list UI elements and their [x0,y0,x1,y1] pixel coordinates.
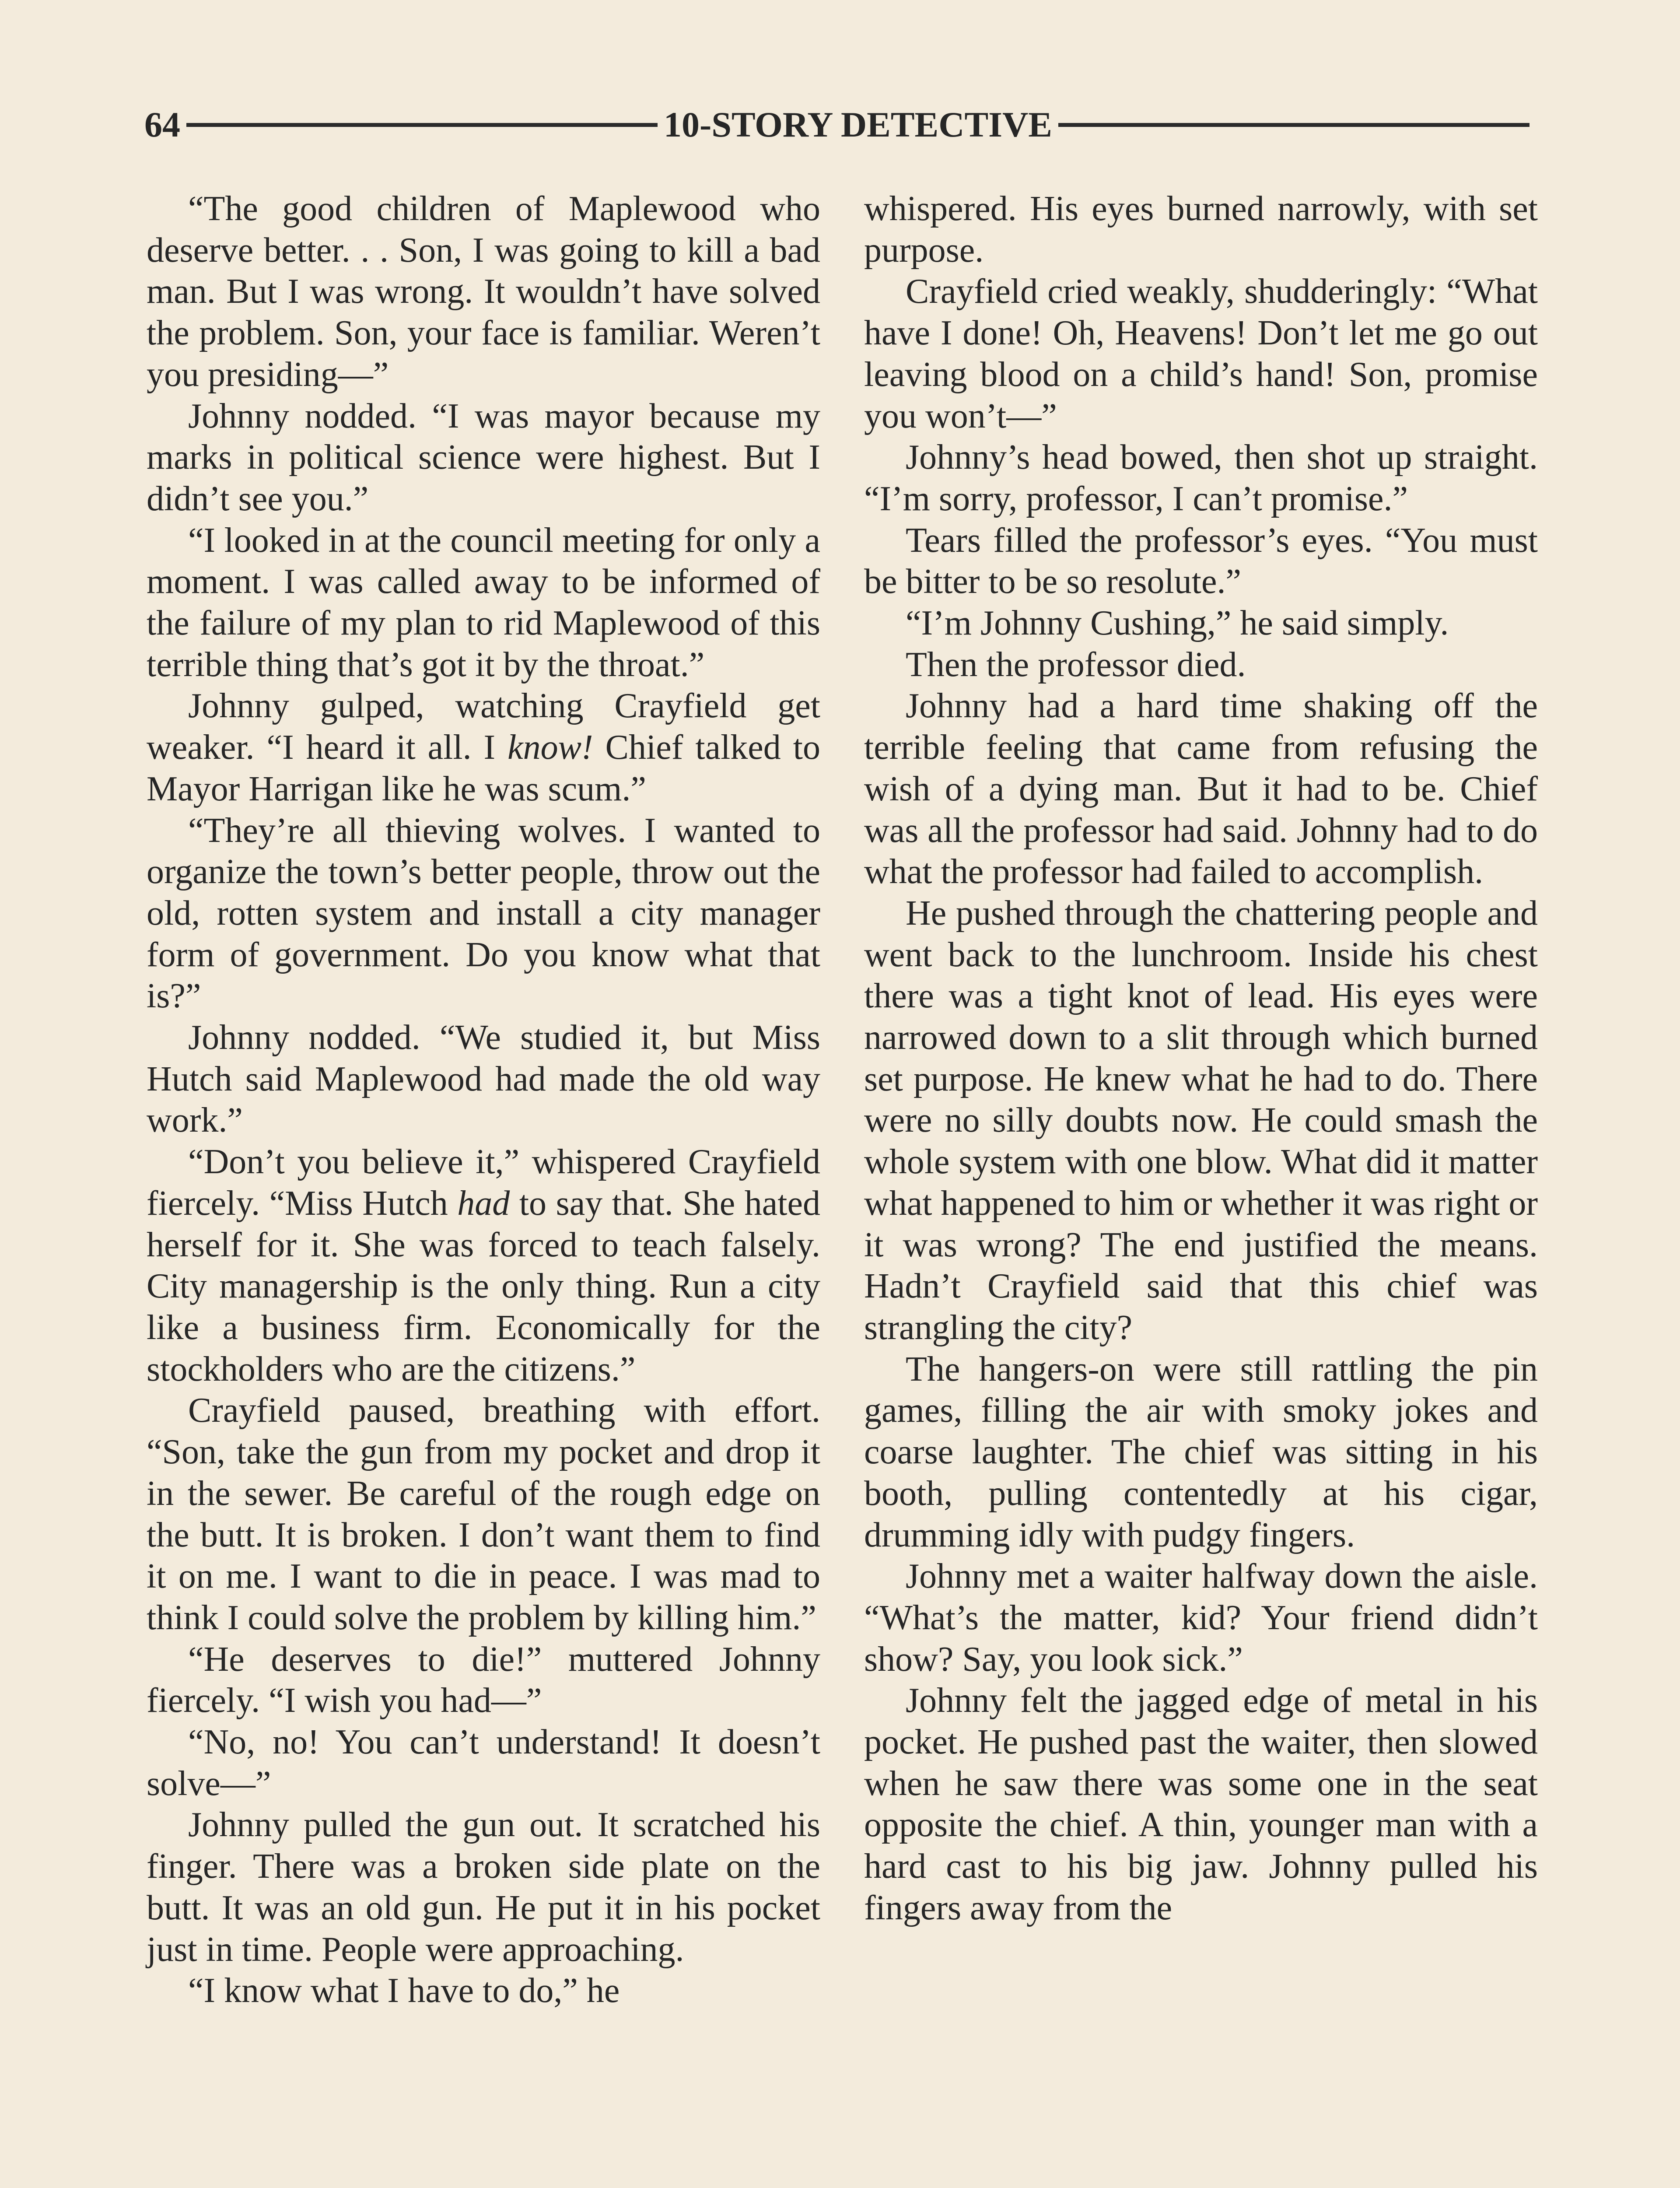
right-column [864,188,1538,1929]
paragraph: Johnny met a waiter halfway down the aisle. “What’s the matter, kid? Your friend didn’t show? Say, you look sick.” [864,1557,1538,1679]
text-run: to say that. She hated herself for it. She was forced to teach falsely. City managership is the only thing. Run a city like a business firm. Economically for the stockholders who are the citizens.” [147,1184,821,1389]
italic-run: know! [508,728,593,767]
header-rule-left [186,123,658,127]
paragraph: “The good children of Maplewood who deserve better. . . Son, I was going to kill a bad man. But I was wrong. It wouldn’t have solved the problem. Son, your face is familiar. Weren’t you presiding—” [147,189,820,394]
paragraph [147,1141,820,1390]
paragraph: The hangers-on were still rattling the pin games, filling the air with smoky jokes and coarse laughter. The chief was sitting in his booth, pulling contentedly at his cigar, drumming idly with pudgy fingers. [864,1350,1538,1554]
left-column [147,188,820,2012]
paragraph: “I looked in at the council meeting for only a moment. I was called away to be informed of the failure of my plan to rid Maplewood of this terrible thing that’s got it by the throat.” [147,521,820,684]
paragraph: Johnny had a hard time shaking off the terrible feeling that came from refusing the wish of a dying man. But it had to be. Chief was all the professor had said. Johnny had to do what the professor had failed to accomplish. [864,687,1538,891]
running-header [144,98,1536,151]
paragraph-continued: whispered. His eyes burned narrowly, with set purpose. [864,189,1538,270]
text-run: “Don’t you believe it,” whispered Crayfield fiercely. “Miss Hutch [147,1143,820,1223]
paragraph: He pushed through the chattering people and went back to the lunchroom. Inside his chest there was a tight knot of lead. His eyes were narrowed down to a slit through which burned set purpose. He knew what he had to do. There were no silly doubts now. He could smash the whole system with one blow. What did it matter what happened to him or whether it was right or it was wrong? The end justified the means. Hadn’t Crayfield said that this chief was strangling the city? [864,894,1538,1347]
magazine-title: 10-STORY DETECTIVE [664,105,1052,144]
paragraph: “I’m Johnny Cushing,” he said simply. [906,604,1449,643]
paragraph: Then the professor died. [906,645,1246,684]
paragraph: “They’re all thieving wolves. I wanted to organize the town’s better people, throw out the old, rotten system and install a city manager form of government. Do you know what that is?” [147,811,820,1016]
paragraph: “He deserves to die!” muttered Johnny fiercely. “I wish you had—” [147,1640,820,1720]
text-run: Chief talked to Mayor Harrigan like he was scum.” [147,728,820,808]
paragraph: “I know what I have to do,” he [188,1971,620,2010]
paragraph: Johnny’s head bowed, then shot up straight. “I’m sorry, professor, I can’t promise.” [864,438,1538,518]
text-run: Johnny gulped, watching Crayfield get weaker. “I heard it all. I [147,687,820,767]
paragraph: Johnny felt the jagged edge of metal in his pocket. He pushed past the waiter, then slowed when he saw there was some one in the seat opposite the chief. A thin, younger man with a hard cast to his big jaw. Johnny pulled his fingers away from the [864,1681,1538,1927]
paragraph: Johnny nodded. “We studied it, but Miss Hutch said Maplewood had made the old way work.” [147,1018,820,1140]
paragraph: Crayfield paused, breathing with effort. “Son, take the gun from my pocket and drop it in the sewer. Be careful of the rough edge on the butt. It is broken. I don’t want them to find it on me. I want to die in peace. I was mad to think I could solve the problem by killing him.” [147,1391,820,1637]
page-number: 64 [144,105,180,144]
paragraph: “No, no! You can’t understand! It doesn’t solve—” [147,1723,820,1803]
paragraph [147,685,820,810]
paragraph: Tears filled the professor’s eyes. “You must be bitter to be so resolute.” [864,521,1538,601]
italic-run: had [457,1184,510,1223]
paragraph: Crayfield cried weakly, shudderingly: “What have I done! Oh, Heavens! Don’t let me go out leaving blood on a child’s hand! Son, promise you won’t—” [864,272,1538,435]
header-rule-right [1058,123,1530,127]
paragraph: Johnny pulled the gun out. It scratched his finger. There was a broken side plate on the butt. It was an old gun. He put it in his pocket just in time. People were approaching. [147,1806,820,1969]
paragraph: Johnny nodded. “I was mayor because my marks in political science were highest. But I didn’t see you.” [147,396,820,518]
